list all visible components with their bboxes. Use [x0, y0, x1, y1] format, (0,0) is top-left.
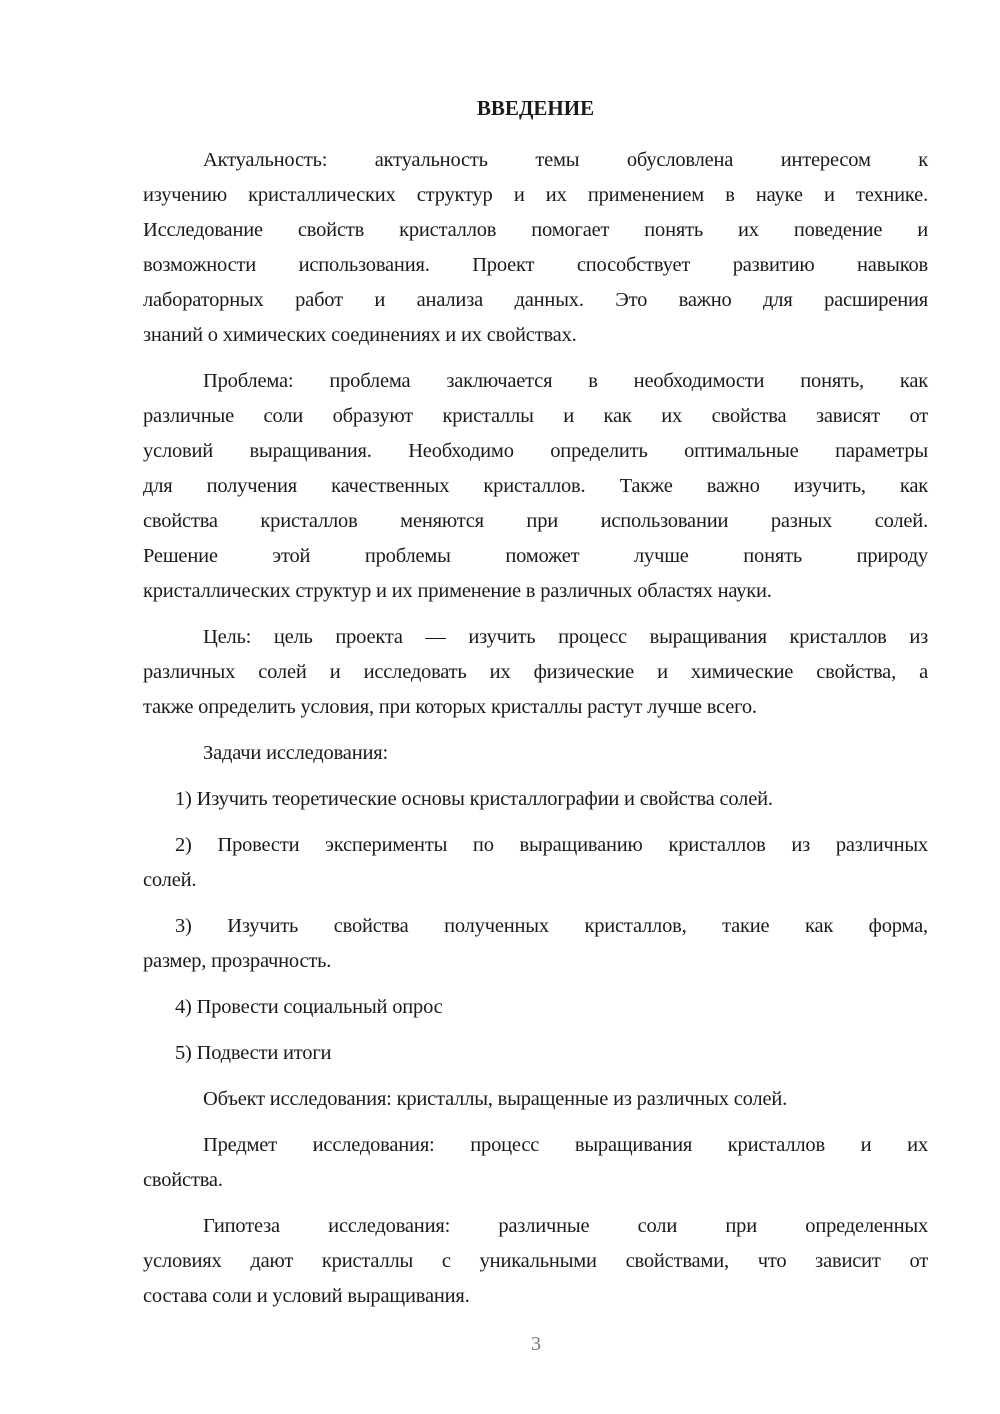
list-item	[143, 909, 928, 979]
list-item	[143, 782, 928, 817]
text-line: свойства.	[143, 1169, 223, 1191]
text-line: 2) Провести эксперименты по выращиванию кристаллов из различных	[175, 834, 928, 856]
text-line: для получения качественных кристаллов. Также важно изучить, как	[143, 475, 928, 497]
text-line: различных солей и исследовать их физические и химические свойства, а	[143, 661, 928, 683]
text-line: Проблема: проблема заключается в необходимости понять, как	[203, 370, 928, 392]
text-line: Исследование свойств кристаллов помогает понять их поведение и	[143, 219, 928, 241]
paragraph	[143, 364, 928, 609]
text-line: Объект исследования: кристаллы, выращенные из различных солей.	[203, 1088, 788, 1110]
text-line: условиях дают кристаллы с уникальными свойствами, что зависит от	[143, 1250, 928, 1272]
list-item	[143, 1036, 928, 1071]
paragraph	[143, 1209, 928, 1314]
text-line: солей.	[143, 869, 197, 891]
text-line: 1) Изучить теоретические основы кристаллографии и свойства солей.	[175, 788, 773, 810]
text-line: 5) Подвести итоги	[175, 1042, 332, 1064]
text-line: изучению кристаллических структур и их применением в науке и технике.	[143, 184, 928, 206]
text-line: также определить условия, при которых кристаллы растут лучше всего.	[143, 696, 757, 718]
list-item	[143, 990, 928, 1025]
list-item	[143, 828, 928, 898]
paragraph	[143, 1128, 928, 1198]
text-line: условий выращивания. Необходимо определить оптимальные параметры	[143, 440, 928, 462]
text-line: Решение этой проблемы поможет лучше понять природу	[143, 545, 928, 567]
text-line: Предмет исследования: процесс выращивания кристаллов и их	[203, 1134, 928, 1156]
text-line: размер, прозрачность.	[143, 950, 332, 972]
text-line: знаний о химических соединениях и их свойствах.	[143, 324, 577, 346]
text-line: состава соли и условий выращивания.	[143, 1285, 470, 1307]
paragraph	[143, 736, 928, 771]
text-line: Актуальность: актуальность темы обусловлена интересом к	[203, 149, 928, 171]
paragraph	[143, 620, 928, 725]
paragraph	[143, 143, 928, 353]
text-line: различные соли образуют кристаллы и как их свойства зависят от	[143, 405, 928, 427]
text-line: 4) Провести социальный опрос	[175, 996, 443, 1018]
paragraph	[143, 1082, 928, 1117]
text-line: лабораторных работ и анализа данных. Это важно для расширения	[143, 289, 928, 311]
text-line: 3) Изучить свойства полученных кристаллов, такие как форма,	[175, 915, 928, 937]
text-line: Гипотеза исследования: различные соли при определенных	[203, 1215, 928, 1237]
text-line: Цель: цель проекта — изучить процесс выращивания кристаллов из	[203, 626, 928, 648]
text-line: свойства кристаллов меняются при использовании разных солей.	[143, 510, 928, 532]
section-title: ВВЕДЕНИЕ	[476, 96, 595, 120]
text-line: возможности использования. Проект способствует развитию навыков	[143, 254, 928, 276]
page-number: 3	[531, 1333, 541, 1355]
text-line: кристаллических структур и их применение в различных областях науки.	[143, 580, 772, 602]
text-line: Задачи исследования:	[203, 742, 388, 764]
document-body	[143, 143, 928, 1325]
